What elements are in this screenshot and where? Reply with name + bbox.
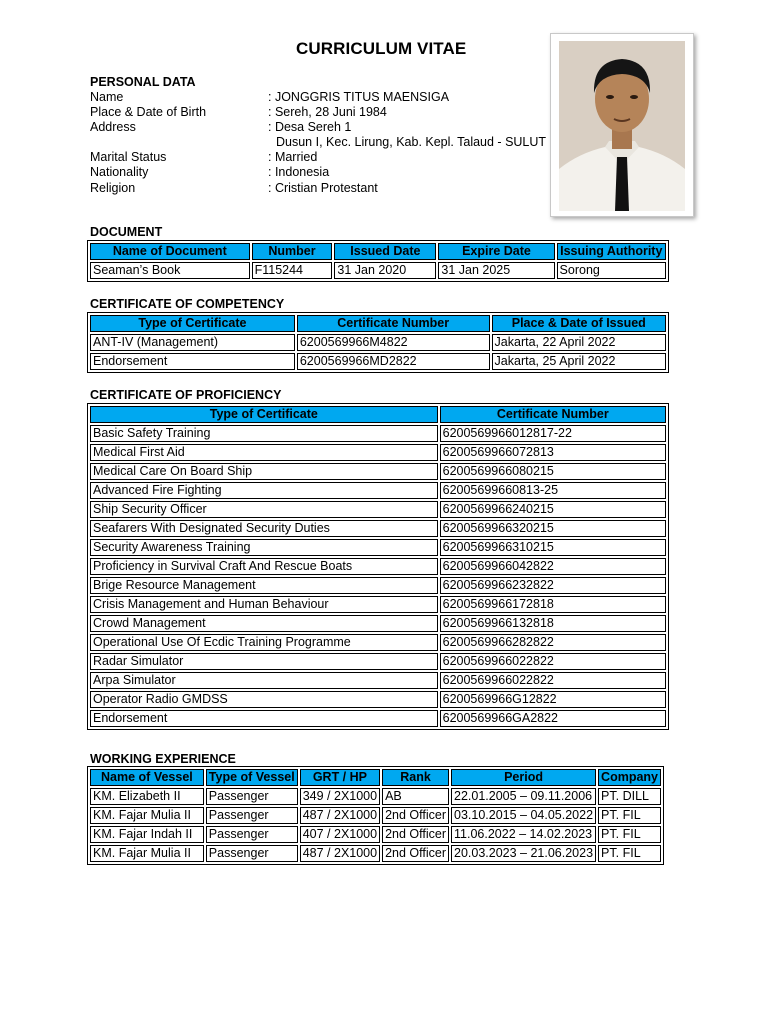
personal-data-heading: PERSONAL DATA [90, 75, 196, 89]
column-header: Name of Document [90, 243, 250, 260]
experience-row [90, 788, 661, 805]
table-cell: 487 / 2X1000 [300, 845, 380, 862]
table-cell: 6200569966320215 [440, 520, 666, 537]
table-cell: 2nd Officer [382, 826, 449, 843]
table-cell: Passenger [206, 845, 298, 862]
table-cell: F115244 [252, 262, 333, 279]
field-value: : Cristian Protestant [268, 181, 378, 195]
column-header: Name of Vessel [90, 769, 204, 786]
table-cell: 2nd Officer [382, 845, 449, 862]
proficiency-heading: CERTIFICATE OF PROFICIENCY [90, 388, 282, 402]
table-cell: Security Awareness Training [90, 539, 438, 556]
table-cell: 6200569966GA2822 [440, 710, 666, 727]
column-header: Certificate Number [440, 406, 666, 423]
proficiency-row [90, 444, 666, 461]
table-cell: ANT-IV (Management) [90, 334, 295, 351]
column-header: Type of Certificate [90, 406, 438, 423]
table-cell: Crowd Management [90, 615, 438, 632]
table-cell: 349 / 2X1000 [300, 788, 380, 805]
column-header: Expire Date [438, 243, 554, 260]
field-value: : Sereh, 28 Juni 1984 [268, 105, 387, 119]
column-header: Certificate Number [297, 315, 490, 332]
profile-photo-frame [550, 33, 694, 217]
table-cell: AB [382, 788, 449, 805]
table-cell: 6200569966G12822 [440, 691, 666, 708]
table-cell: 6200569966080215 [440, 463, 666, 480]
proficiency-row [90, 634, 666, 651]
table-cell: Ship Security Officer [90, 501, 438, 518]
table-cell: Passenger [206, 826, 298, 843]
table-cell: KM. Fajar Indah II [90, 826, 204, 843]
table-cell: 22.01.2005 – 09.11.2006 [451, 788, 596, 805]
table-cell: Jakarta, 25 April 2022 [492, 353, 666, 370]
table-cell: 6200569966022822 [440, 672, 666, 689]
experience-row [90, 826, 661, 843]
table-cell: Medical First Aid [90, 444, 438, 461]
table-cell: 6200569966042822 [440, 558, 666, 575]
competency-table [87, 312, 669, 373]
table-cell: 6200569966072813 [440, 444, 666, 461]
proficiency-row [90, 653, 666, 670]
table-cell: 6200569966132818 [440, 615, 666, 632]
experience-row [90, 845, 661, 862]
experience-row [90, 807, 661, 824]
proficiency-row [90, 425, 666, 442]
table-cell: Endorsement [90, 710, 438, 727]
proficiency-row [90, 520, 666, 537]
competency-row [90, 334, 666, 351]
table-cell: Jakarta, 22 April 2022 [492, 334, 666, 351]
table-cell: Proficiency in Survival Craft And Rescue Boats [90, 558, 438, 575]
field-label: Place & Date of Birth [90, 105, 207, 119]
field-value: : Indonesia [268, 165, 330, 179]
proficiency-row [90, 482, 666, 499]
competency-row [90, 353, 666, 370]
proficiency-row [90, 615, 666, 632]
table-cell: Arpa Simulator [90, 672, 438, 689]
working-experience-table [87, 766, 664, 865]
table-cell: Endorsement [90, 353, 295, 370]
proficiency-row [90, 463, 666, 480]
document-row [90, 262, 666, 279]
table-cell: 6200569966172818 [440, 596, 666, 613]
table-cell: Passenger [206, 788, 298, 805]
field-label: Nationality [90, 165, 149, 179]
table-cell: 2nd Officer [382, 807, 449, 824]
table-cell: Crisis Management and Human Behaviour [90, 596, 438, 613]
page-title: CURRICULUM VITAE [296, 39, 467, 58]
table-cell: 6200569966232822 [440, 577, 666, 594]
proficiency-row [90, 539, 666, 556]
table-cell: Seafarers With Designated Security Duties [90, 520, 438, 537]
column-header: Company [598, 769, 661, 786]
table-cell: 31 Jan 2020 [334, 262, 436, 279]
table-cell: Sorong [557, 262, 666, 279]
column-header: Rank [382, 769, 449, 786]
field-label: Address [90, 120, 136, 134]
proficiency-row [90, 710, 666, 727]
field-label: Name [90, 90, 124, 104]
table-cell: 11.06.2022 – 14.02.2023 [451, 826, 596, 843]
table-cell: PT. FIL [598, 807, 661, 824]
column-header: Issued Date [334, 243, 436, 260]
table-cell: 6200569966M4822 [297, 334, 490, 351]
profile-photo [559, 41, 685, 211]
table-cell: KM. Elizabeth II [90, 788, 204, 805]
table-cell: 62005699660813-25 [440, 482, 666, 499]
table-cell: Passenger [206, 807, 298, 824]
column-header: Issuing Authority [557, 243, 666, 260]
competency-heading: CERTIFICATE OF COMPETENCY [90, 297, 285, 311]
field-value: Dusun I, Kec. Lirung, Kab. Kepl. Talaud - SULUT [276, 135, 547, 149]
column-header: Number [252, 243, 333, 260]
field-label: Religion [90, 181, 136, 195]
document-table [87, 240, 669, 282]
column-header: GRT / HP [300, 769, 380, 786]
proficiency-row [90, 672, 666, 689]
working-experience-heading: WORKING EXPERIENCE [90, 752, 236, 766]
table-cell: KM. Fajar Mulia II [90, 807, 204, 824]
field-value: : Desa Sereh 1 [268, 120, 352, 134]
column-header: Place & Date of Issued [492, 315, 666, 332]
proficiency-row [90, 596, 666, 613]
table-cell: 6200569966MD2822 [297, 353, 490, 370]
table-cell: Basic Safety Training [90, 425, 438, 442]
table-cell: 20.03.2023 – 21.06.2023 [451, 845, 596, 862]
table-cell: 31 Jan 2025 [438, 262, 554, 279]
table-cell: Radar Simulator [90, 653, 438, 670]
table-cell: Brige Resource Management [90, 577, 438, 594]
table-cell: 487 / 2X1000 [300, 807, 380, 824]
table-cell: PT. FIL [598, 845, 661, 862]
portrait-image [559, 41, 685, 211]
table-cell: 6200569966282822 [440, 634, 666, 651]
table-cell: Seaman’s Book [90, 262, 250, 279]
table-cell: 6200569966012817-22 [440, 425, 666, 442]
field-value: : JONGGRIS TITUS MAENSIGA [268, 90, 450, 104]
table-cell: PT. DILL [598, 788, 661, 805]
table-cell: PT. FIL [598, 826, 661, 843]
table-cell: Operational Use Of Ecdic Training Programme [90, 634, 438, 651]
table-cell: Operator Radio GMDSS [90, 691, 438, 708]
table-cell: 6200569966240215 [440, 501, 666, 518]
column-header: Type of Certificate [90, 315, 295, 332]
document-heading: DOCUMENT [90, 225, 163, 239]
field-label: Marital Status [90, 150, 167, 164]
proficiency-row [90, 558, 666, 575]
table-cell: Advanced Fire Fighting [90, 482, 438, 499]
column-header: Period [451, 769, 596, 786]
column-header: Type of Vessel [206, 769, 298, 786]
table-cell: 6200569966310215 [440, 539, 666, 556]
proficiency-row [90, 691, 666, 708]
proficiency-table [87, 403, 669, 730]
table-cell: 6200569966022822 [440, 653, 666, 670]
table-cell: Medical Care On Board Ship [90, 463, 438, 480]
table-cell: 407 / 2X1000 [300, 826, 380, 843]
table-cell: 03.10.2015 – 04.05.2022 [451, 807, 596, 824]
proficiency-row [90, 501, 666, 518]
proficiency-row [90, 577, 666, 594]
table-cell: KM. Fajar Mulia II [90, 845, 204, 862]
field-value: : Married [268, 150, 318, 164]
